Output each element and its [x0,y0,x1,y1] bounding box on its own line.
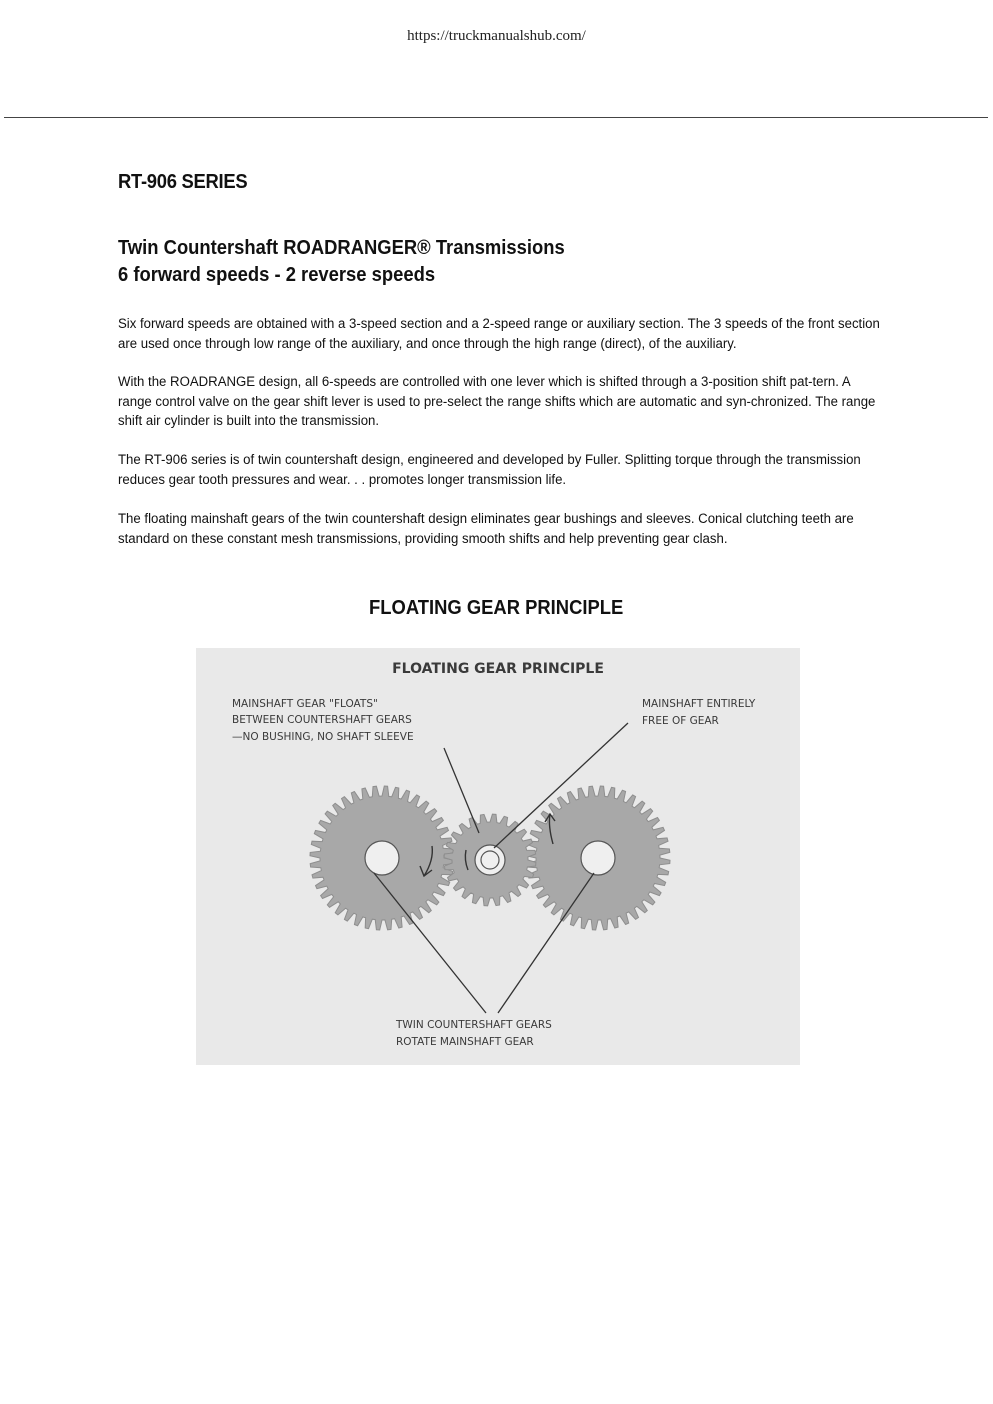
figure-heading: FLOATING GEAR PRINCIPLE [369,597,624,619]
figure-title: FLOATING GEAR PRINCIPLE [392,661,604,677]
paragraph-3: The RT-906 series is of twin countershaft design, engineered and developed by Fuller. Splitting torque through the transmission reduces gear tooth pressures and wear. . . promotes longer transmission life. [118,452,861,488]
svg-text:ROTATE MAINSHAFT GEAR: ROTATE MAINSHAFT GEAR [396,1036,534,1048]
left-countershaft-gear-hub [365,841,399,875]
paragraph-4: The floating mainshaft gears of the twin countershaft design eliminates gear bushings and sleeves. Conical clutching teeth are standard on these constant mesh transmissions, providing smooth shifts and help preventing gear clash. [118,511,854,547]
svg-text:BETWEEN COUNTERSHAFT GEARS: BETWEEN COUNTERSHAFT GEARS [232,714,412,726]
main-title-line-1: Twin Countershaft ROADRANGER® Transmissions [118,237,565,259]
mainshaft-gear-hub [475,845,505,875]
label-mainshaft-floats [232,698,414,743]
svg-text:MAINSHAFT ENTIRELY: MAINSHAFT ENTIRELY [642,698,756,710]
svg-text:—NO BUSHING, NO SHAFT SLEEVE: —NO BUSHING, NO SHAFT SLEEVE [232,731,414,743]
source-url: https://truckmanualshub.com/ [407,28,586,44]
floating-gear-figure [196,648,800,1065]
label-twin-countershaft [395,1019,552,1048]
paragraph-2: With the ROADRANGE design, all 6-speeds are controlled with one lever which is shifted through a 3-position shift pat-tern. A range control valve on the gear shift lever is used to pre-select the range shifts which are automatic and syn-chronized. The range shift air cylinder is built into the transmission. [118,374,876,429]
paragraph-1: Six forward speeds are obtained with a 3-speed section and a 2-speed range or auxiliary section. The 3 speeds of the front section are used once through low range of the auxiliary, and once through the high range (direct), of the auxiliary. [118,316,880,352]
series-title: RT-906 SERIES [118,171,248,193]
main-title-line-2: 6 forward speeds - 2 reverse speeds [118,264,436,286]
right-countershaft-gear-hub [581,841,615,875]
gear-assembly [310,786,670,930]
svg-text:FREE OF GEAR: FREE OF GEAR [642,715,719,727]
svg-text:MAINSHAFT GEAR "FLOATS": MAINSHAFT GEAR "FLOATS" [232,698,378,710]
main-title [118,235,826,289]
header-divider [4,117,988,118]
label-mainshaft-free [642,698,756,727]
svg-text:TWIN COUNTERSHAFT GEARS: TWIN COUNTERSHAFT GEARS [396,1019,552,1031]
